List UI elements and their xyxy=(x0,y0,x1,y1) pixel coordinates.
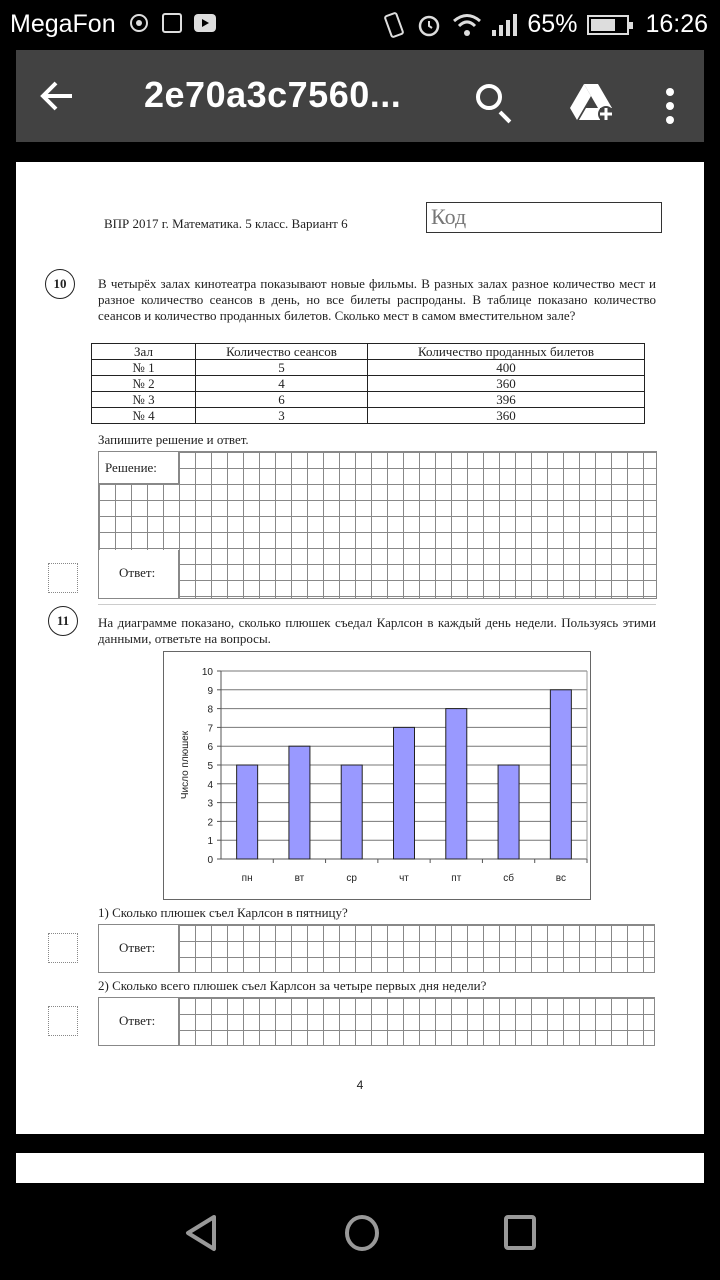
table-cell: № 2 xyxy=(92,376,196,392)
battery-icon xyxy=(587,15,629,35)
instruction-text: Запишите решение и ответ. xyxy=(98,432,249,447)
drive-add-icon[interactable] xyxy=(570,84,614,120)
status-bar xyxy=(0,0,720,50)
y-tick-label: 8 xyxy=(207,704,213,716)
doc-header: ВПР 2017 г. Математика. 5 класс. Вариант 6 xyxy=(104,216,348,231)
question-11-number: 11 xyxy=(48,606,78,636)
arrow-left-icon xyxy=(38,77,76,115)
table-row xyxy=(92,392,645,408)
y-tick-label: 9 xyxy=(207,685,213,697)
home-icon[interactable] xyxy=(343,1213,381,1253)
x-tick-label: пн xyxy=(241,873,253,884)
question-10-number: 10 xyxy=(45,269,75,299)
bar-чт xyxy=(394,727,415,859)
table-cell: № 4 xyxy=(92,408,196,424)
x-tick-label: вс xyxy=(555,873,566,884)
image-icon xyxy=(162,13,182,33)
y-tick-label: 5 xyxy=(207,761,213,772)
bar-сб xyxy=(498,765,519,859)
score-box-11-2 xyxy=(48,1006,78,1036)
table-row xyxy=(92,360,645,376)
bar-вт xyxy=(289,746,310,859)
search-icon[interactable] xyxy=(476,84,502,110)
y-tick-label: 7 xyxy=(207,723,213,735)
back-button[interactable] xyxy=(38,72,78,120)
next-page xyxy=(16,1153,704,1183)
youtube-icon xyxy=(194,14,216,32)
y-tick-label: 4 xyxy=(207,779,213,791)
vibrate-icon xyxy=(382,11,406,39)
bar-ср xyxy=(341,765,362,859)
answer-grid-2 xyxy=(98,997,655,1046)
table-cell: 5 xyxy=(196,360,368,376)
bar-пт xyxy=(446,709,467,859)
table-cell: 6 xyxy=(196,392,368,408)
table-row xyxy=(92,408,645,424)
wifi-icon xyxy=(452,13,482,37)
document-page xyxy=(16,162,704,1134)
bar-chart xyxy=(163,651,591,900)
carrier-name: MegaFon xyxy=(10,10,116,38)
page-number: 4 xyxy=(356,1078,364,1092)
table-header: Количество сеансов xyxy=(196,344,368,360)
halls-table xyxy=(91,343,645,424)
battery-percent: 65% xyxy=(527,10,578,38)
bar-пн xyxy=(237,765,258,859)
question-11-text: На диаграмме показано, сколько плюшек съедал Карлсон в каждый день недели. Пользуясь этими данными, ответьте на вопросы. xyxy=(98,615,656,646)
table-cell: 360 xyxy=(368,408,645,424)
y-axis-label: Число плюшек xyxy=(180,730,191,800)
table-cell: № 1 xyxy=(92,360,196,376)
y-tick-label: 3 xyxy=(207,798,213,810)
question-10-text: В четырёх залах кинотеатра показывают новые фильмы. В разных залах разное количество мест и разное количество сеансов в день, но все билеты распроданы. В таблице показано количество сеансов и количество проданных билетов. Сколько мест в самом вместительном зале? xyxy=(98,276,656,323)
bar-вс xyxy=(550,690,571,859)
recents-icon[interactable] xyxy=(503,1213,537,1253)
y-tick-label: 1 xyxy=(207,836,213,848)
more-vert-icon[interactable] xyxy=(666,88,674,130)
table-cell: 400 xyxy=(368,360,645,376)
navigation-bar xyxy=(0,1183,720,1280)
answer-label: Ответ: xyxy=(99,998,179,1045)
table-cell: 4 xyxy=(196,376,368,392)
table-cell: 360 xyxy=(368,376,645,392)
alarm-icon xyxy=(416,12,442,38)
code-field: Код xyxy=(426,202,662,233)
y-tick-label: 2 xyxy=(207,817,213,829)
table-cell: 3 xyxy=(196,408,368,424)
nfc-icon xyxy=(128,12,150,34)
table-cell: 396 xyxy=(368,392,645,408)
back-icon[interactable] xyxy=(183,1213,219,1253)
table-cell: № 3 xyxy=(92,392,196,408)
subquestion-2: 2) Сколько всего плюшек съел Карлсон за четыре первых дня недели? xyxy=(98,978,487,993)
x-tick-label: чт xyxy=(399,873,409,884)
score-box-11-1 xyxy=(48,933,78,963)
solution-label: Решение: xyxy=(99,452,179,484)
x-tick-label: вт xyxy=(294,873,305,884)
y-tick-label: 0 xyxy=(207,855,213,866)
table-header-row xyxy=(92,344,645,360)
answer-grid-1 xyxy=(98,924,655,973)
x-tick-label: ср xyxy=(346,873,357,884)
divider xyxy=(98,604,656,605)
x-tick-label: сб xyxy=(503,873,514,884)
table-header: Количество проданных билетов xyxy=(368,344,645,360)
y-tick-label: 10 xyxy=(201,667,213,678)
app-bar xyxy=(16,50,704,142)
chart-canvas xyxy=(164,652,592,901)
clock: 16:26 xyxy=(645,10,708,38)
subquestion-1: 1) Сколько плюшек съел Карлсон в пятницу? xyxy=(98,905,348,920)
x-tick-label: пт xyxy=(451,873,462,884)
y-tick-label: 6 xyxy=(207,742,213,754)
answer-label: Ответ: xyxy=(99,925,179,972)
signal-icon xyxy=(492,14,517,36)
document-title: 2e70a3c7560... xyxy=(144,74,402,115)
table-header: Зал xyxy=(92,344,196,360)
score-box-10 xyxy=(48,563,78,593)
solution-grid xyxy=(98,451,657,599)
table-row xyxy=(92,376,645,392)
answer-label: Ответ: xyxy=(99,550,179,598)
